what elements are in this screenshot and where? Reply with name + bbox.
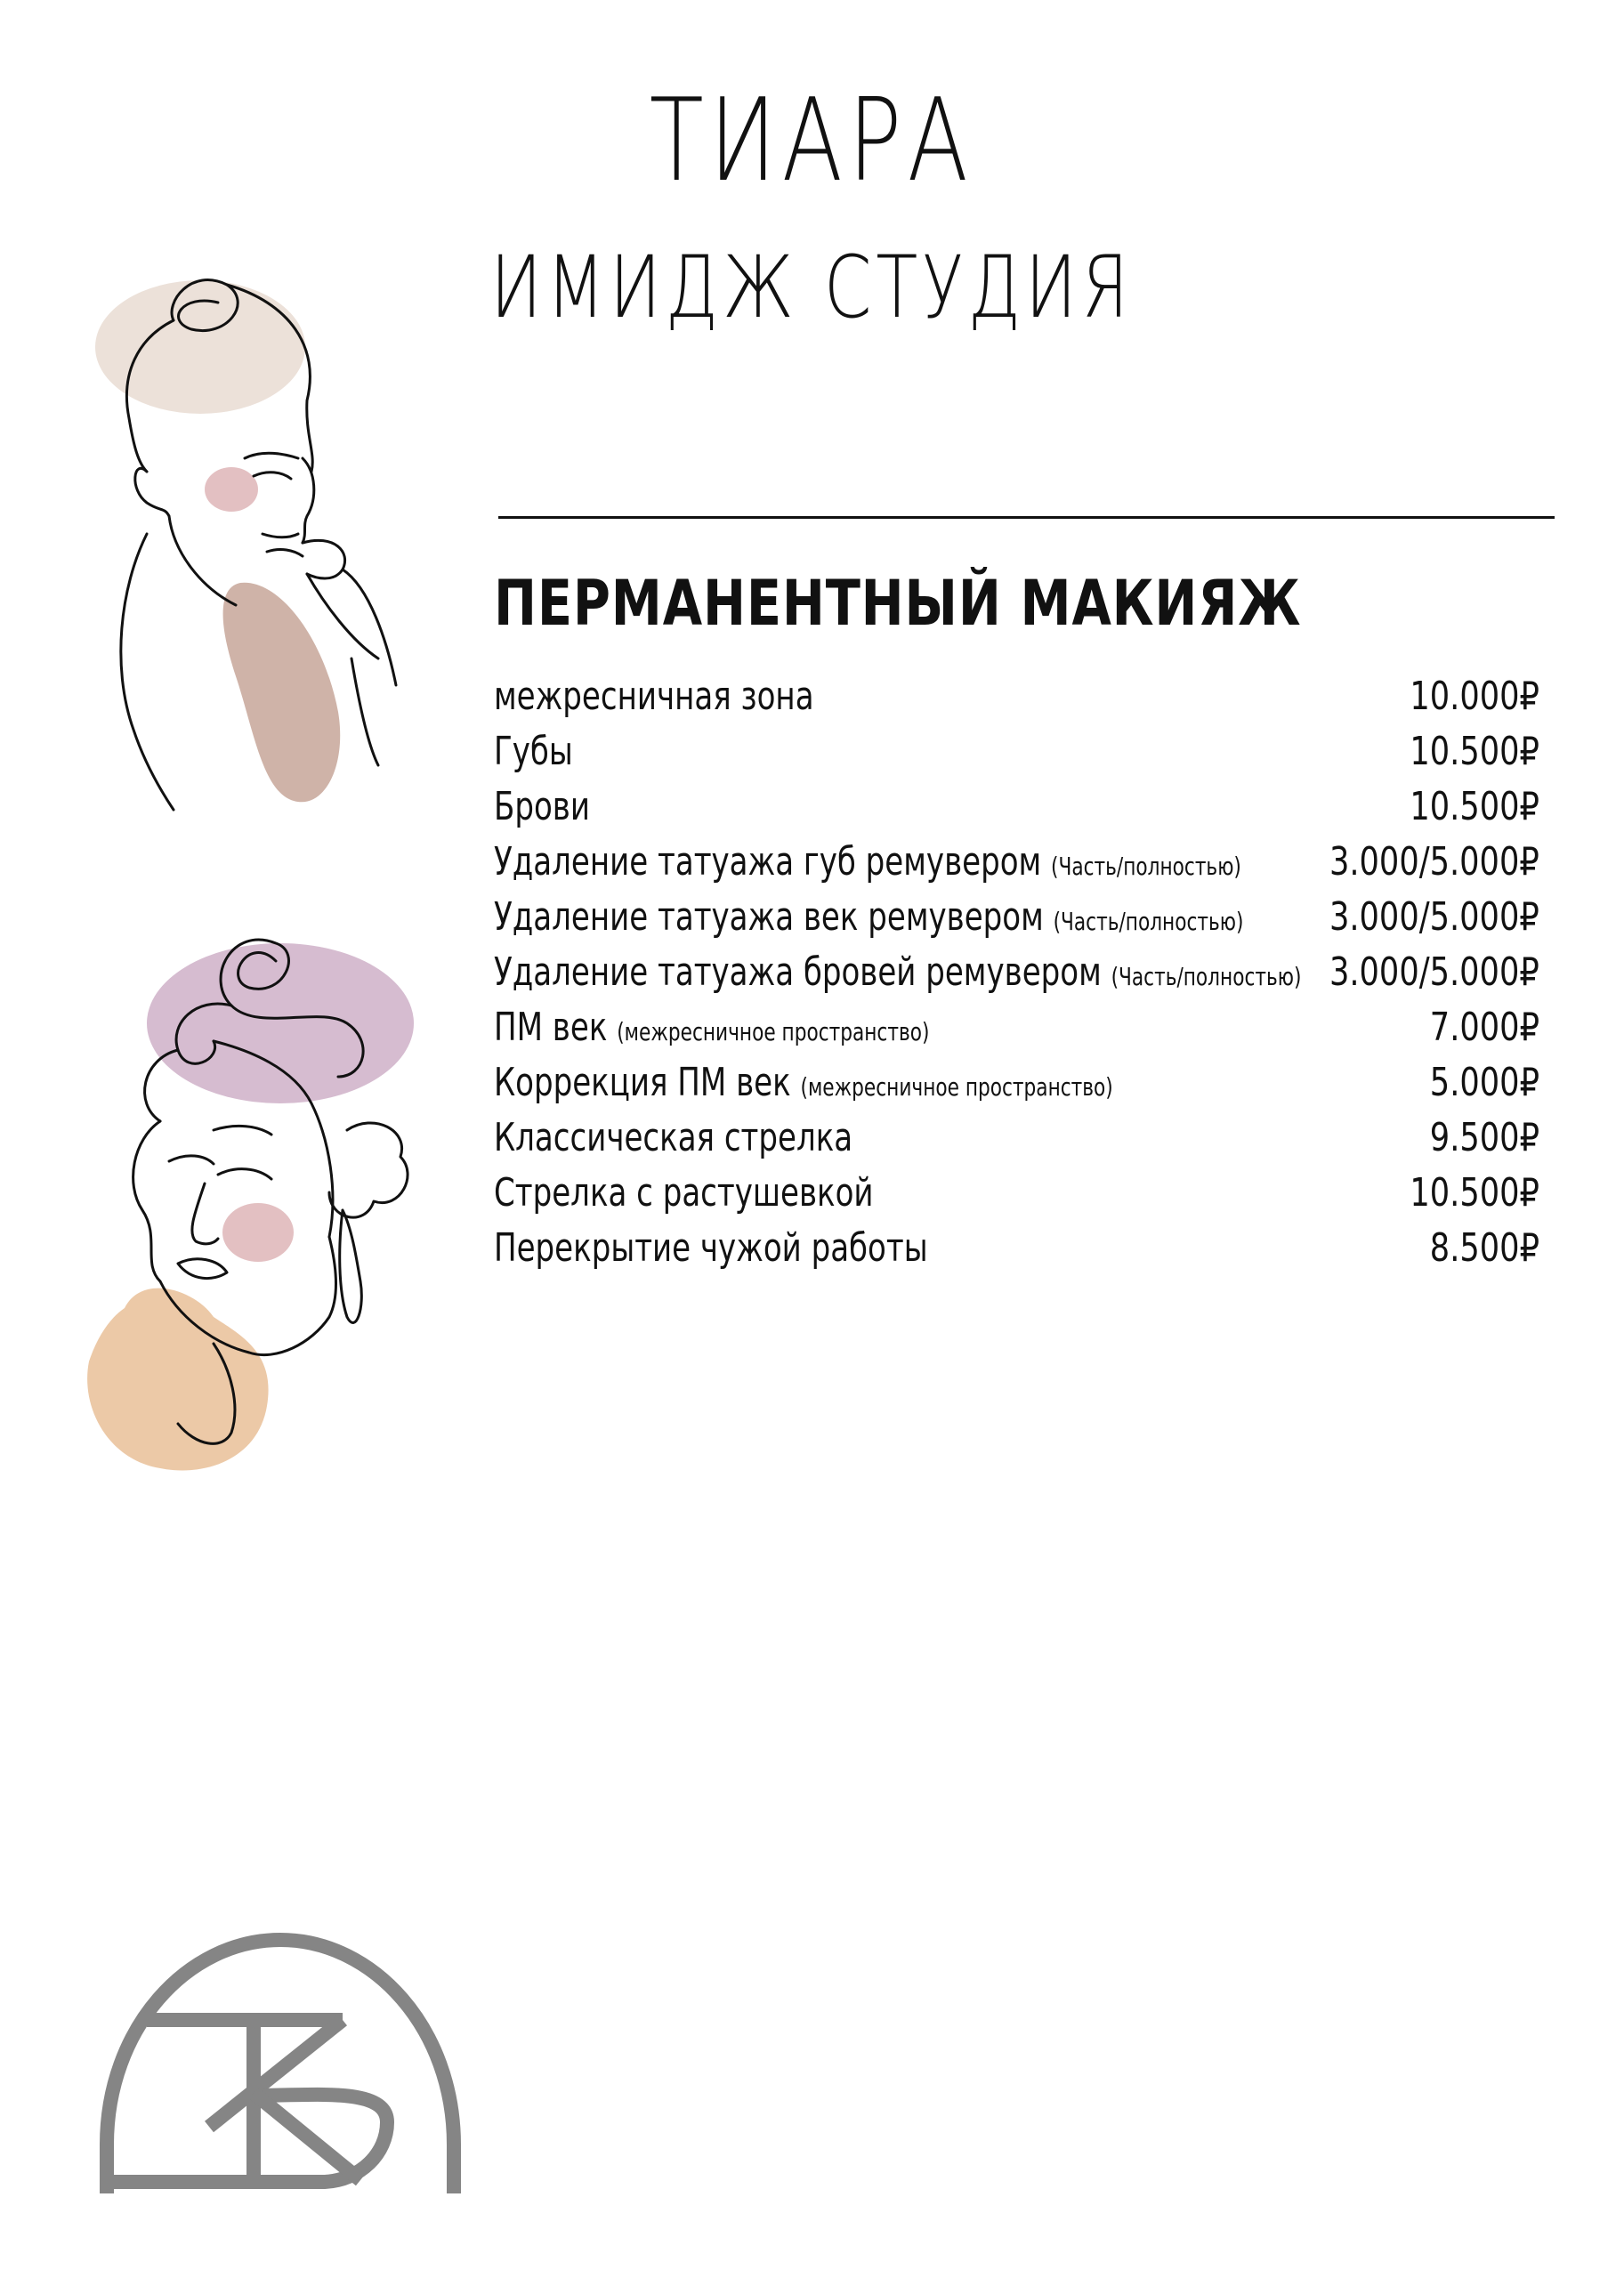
service-name: ПМ век (межресничное пространство)	[494, 1005, 930, 1050]
service-price: 8.500₽	[1429, 1225, 1539, 1271]
service-price: 3.000/5.000₽	[1329, 839, 1539, 885]
service-name: Удаление татуажа век ремувером (Часть/полностью)	[494, 894, 1244, 940]
service-price: 9.500₽	[1429, 1115, 1539, 1160]
service-name: Губы	[494, 729, 573, 774]
service-name: Стрелка с растушевкой	[494, 1170, 874, 1216]
list-item	[494, 780, 1539, 835]
price-list	[494, 669, 1539, 1276]
studio-logo	[93, 1931, 467, 2198]
service-price: 10.000₽	[1410, 674, 1539, 719]
divider-line	[498, 516, 1555, 519]
list-item	[494, 890, 1539, 945]
service-note: (Часть/полностью)	[1053, 907, 1244, 936]
list-item	[494, 1055, 1539, 1111]
service-price: 3.000/5.000₽	[1329, 894, 1539, 940]
cheek-blob	[222, 1203, 294, 1262]
service-price: 10.500₽	[1410, 784, 1539, 829]
service-price: 10.500₽	[1410, 729, 1539, 774]
service-note: (Часть/полностью)	[1111, 962, 1302, 991]
neck-blob	[223, 583, 341, 803]
service-note: (Часть/полностью)	[1051, 852, 1241, 881]
list-item	[494, 1166, 1539, 1221]
service-price: 10.500₽	[1410, 1170, 1539, 1216]
service-price: 3.000/5.000₽	[1329, 949, 1539, 995]
service-name: Брови	[494, 784, 590, 829]
service-name: Классическая стрелка	[494, 1115, 853, 1160]
list-item	[494, 835, 1539, 890]
list-item	[494, 1221, 1539, 1276]
service-name: межресничная зона	[494, 674, 814, 719]
hair-blob	[147, 943, 414, 1103]
service-name: Удаление татуажа бровей ремувером (Часть/полностью)	[494, 949, 1302, 995]
service-name: Перекрытие чужой работы	[494, 1225, 928, 1271]
woman-portrait-illustration	[71, 925, 454, 1486]
man-portrait-illustration	[85, 267, 423, 819]
neck-blob	[87, 1288, 268, 1471]
section-title: ПЕРМАНЕНТНЫЙ МАКИЯЖ	[494, 567, 1302, 640]
service-note: (межресничное пространство)	[617, 1017, 930, 1046]
service-name: Удаление татуажа губ ремувером (Часть/полностью)	[494, 839, 1241, 885]
cheek-blob	[205, 467, 258, 512]
brand-title: ТИАРА	[649, 75, 974, 207]
list-item	[494, 1000, 1539, 1055]
list-item	[494, 1111, 1539, 1166]
list-item	[494, 945, 1539, 1000]
brand-subtitle: ИМИДЖ СТУДИЯ	[490, 238, 1133, 337]
service-note: (межресничное пространство)	[800, 1072, 1113, 1102]
service-price: 5.000₽	[1429, 1060, 1539, 1105]
list-item	[494, 724, 1539, 780]
service-name: Коррекция ПМ век (межресничное пространство)	[494, 1060, 1113, 1105]
service-price: 7.000₽	[1429, 1005, 1539, 1050]
list-item	[494, 669, 1539, 724]
